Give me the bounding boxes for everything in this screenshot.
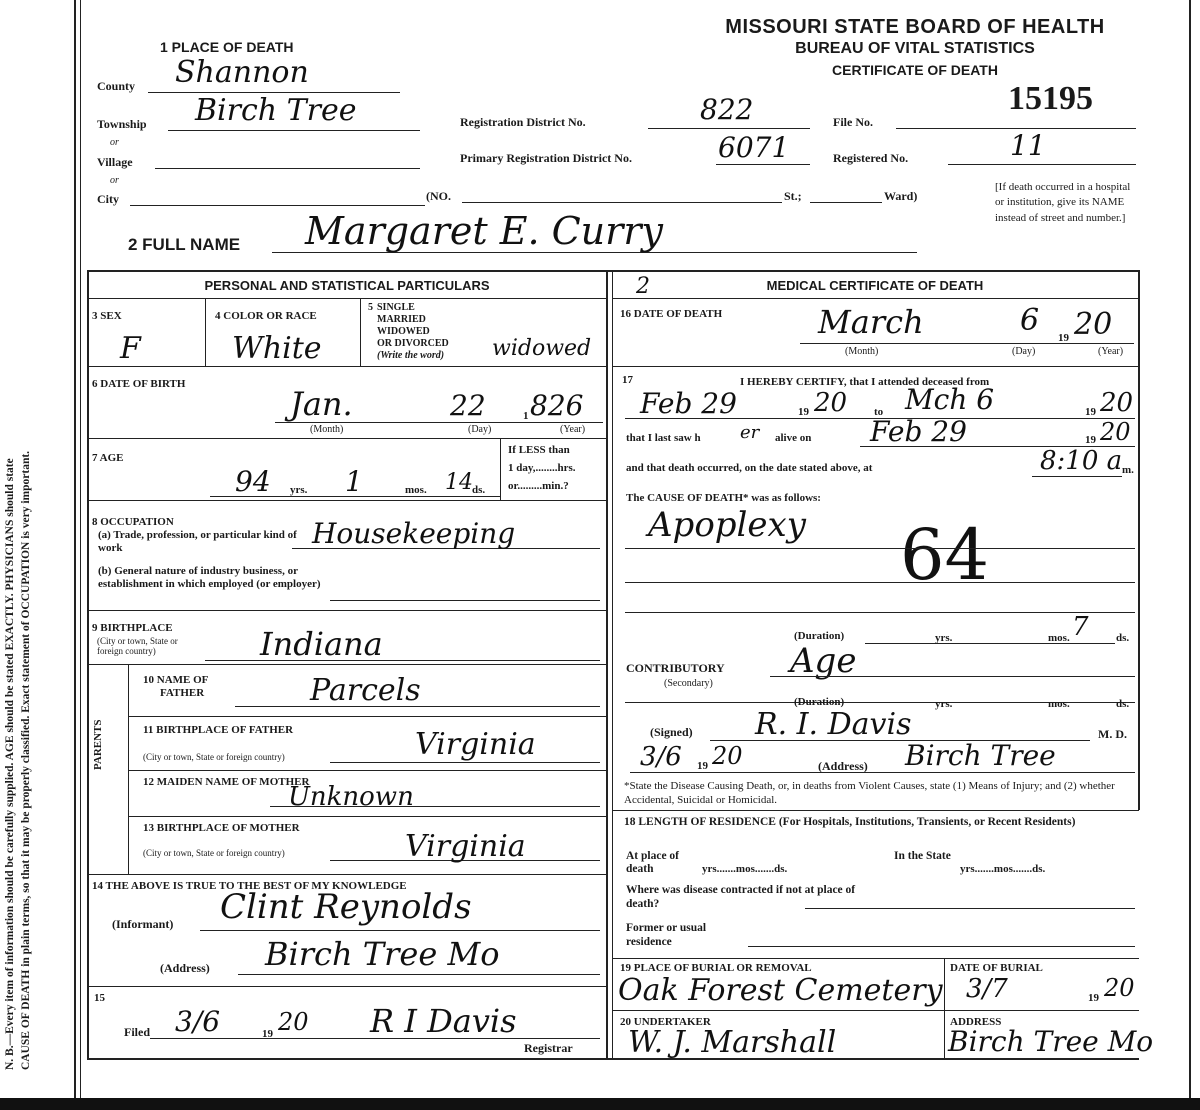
father-birthplace-value: Virginia <box>415 727 536 762</box>
attended-to: Mch 6 <box>905 383 995 416</box>
mother-birthplace-sub: (City or town, State or foreign country) <box>143 848 285 858</box>
bottom-scan-edge <box>0 1098 1200 1110</box>
burial-label: 19 PLACE OF BURIAL OR REMOVAL <box>620 962 812 974</box>
medical-section-num: 2 <box>636 274 650 299</box>
dod-day-caption: (Day) <box>1012 346 1036 357</box>
to-label: to <box>874 406 884 418</box>
father-birthplace-label: 11 BIRTHPLACE OF FATHER <box>143 724 294 736</box>
address-value: Birch Tree Mo <box>265 935 500 973</box>
occupation-a-label: (a) Trade, profession, or particular kind of work <box>98 529 297 554</box>
cause-code: 64 <box>900 514 990 596</box>
less-than-line3: or.........min.? <box>508 480 569 492</box>
dob-label: 6 DATE OF BIRTH <box>92 378 186 390</box>
dob-day-caption: (Day) <box>468 424 492 435</box>
at-place-units: yrs.......mos.......ds. <box>702 863 788 875</box>
duration-yrs: yrs. <box>935 632 953 644</box>
duration2-label: (Duration) <box>794 696 845 708</box>
undertaker-value: W. J. Marshall <box>628 1025 837 1060</box>
grid-top-rule <box>87 270 1139 272</box>
occupation-value: Housekeeping <box>312 517 516 550</box>
father-name-label-father: FATHER <box>160 687 205 699</box>
alive-on-label: alive on <box>775 432 812 444</box>
age-label: 7 AGE <box>92 452 124 464</box>
signed-year-prefix: 19 <box>697 760 708 772</box>
death-time-suffix: m. <box>1122 464 1134 476</box>
age-years: 94 <box>235 465 271 498</box>
in-state-units: yrs.......mos.......ds. <box>960 863 1046 875</box>
undertaker-address-label: ADDRESS <box>950 1016 1002 1028</box>
birthplace-value: Indiana <box>260 625 383 663</box>
burial-year-prefix: 19 <box>1088 992 1099 1004</box>
dob-year-prefix: 1 <box>523 410 529 422</box>
informant-heading: 14 THE ABOVE IS TRUE TO THE BEST OF MY KNOWLEDGE <box>92 880 407 892</box>
informant-value: Clint Reynolds <box>220 887 472 927</box>
attended-from-year-prefix: 19 <box>798 406 809 418</box>
dod-year-caption: (Year) <box>1098 346 1124 357</box>
secondary-label: (Secondary) <box>664 678 713 689</box>
dob-month-caption: (Month) <box>310 424 344 435</box>
county-label: County <box>97 79 136 93</box>
attended-to-year: 20 <box>1100 388 1134 418</box>
dod-label: 16 DATE OF DEATH <box>620 308 723 320</box>
state-disease-note: *State the Disease Causing Death, or, in deaths from Violent Causes, state (1) Means of Injury; and (2) whether Accidental, Suicidal or Homicidal. <box>624 780 1115 806</box>
signed-value: R. I. Davis <box>755 707 912 742</box>
filed-date: 3/6 <box>175 1005 221 1038</box>
informant-label: (Informant) <box>112 917 174 931</box>
attended-from-year: 20 <box>814 388 848 418</box>
registered-no-label: Registered No. <box>833 151 909 165</box>
duration2-yrs: yrs. <box>935 698 953 710</box>
right-margin-rule <box>1189 0 1191 1110</box>
duration2-mos: mos. <box>1048 698 1070 710</box>
marital-option-married: MARRIED <box>377 314 426 325</box>
dob-year: 826 <box>530 389 584 422</box>
occupation-label: 8 OCCUPATION <box>92 516 174 528</box>
registrar-signature: R I Davis <box>370 1002 517 1040</box>
occupation-b-label: (b) General nature of industry business, or establishment in which employed (or employer) <box>98 565 321 590</box>
dob-day: 22 <box>450 389 486 422</box>
filed-label: Filed <box>124 1025 150 1039</box>
full-name-label: 2 FULL NAME <box>128 235 241 254</box>
birthplace-sub: (City or town, State or foreign country) <box>97 636 178 657</box>
or-label-2: or <box>110 175 119 186</box>
less-than-line2: 1 day,........hrs. <box>508 462 576 474</box>
former-residence-label: Former or usual residence <box>626 922 707 949</box>
signed-address-label: (Address) <box>818 759 868 773</box>
hospital-note: [If death occurred in a hospital or institution, give its NAME instead of street and number.] <box>995 181 1131 224</box>
age-days: 14 <box>445 470 473 495</box>
sidebar-note <box>4 20 64 1070</box>
age-mos-label: mos. <box>405 484 427 496</box>
duration2-ds: ds. <box>1116 698 1130 710</box>
mother-birthplace-value: Virginia <box>405 829 526 864</box>
burial-date-label: DATE OF BURIAL <box>950 962 1043 974</box>
grid-left-rule <box>87 270 89 1060</box>
mother-name-label: 12 MAIDEN NAME OF MOTHER <box>143 776 310 788</box>
father-name-value: Parcels <box>310 673 421 708</box>
board-title: MISSOURI STATE BOARD OF HEALTH <box>725 16 1105 38</box>
certificate-title: CERTIFICATE OF DEATH <box>832 62 998 78</box>
last-saw-her: er <box>740 422 760 443</box>
registrar-label: Registrar <box>524 1041 573 1055</box>
signed-year: 20 <box>712 742 743 770</box>
bureau-title: BUREAU OF VITAL STATISTICS <box>795 40 1035 57</box>
village-label: Village <box>97 155 133 169</box>
mother-name-value: Unknown <box>288 782 414 812</box>
last-saw-date: Feb 29 <box>870 415 967 448</box>
duration-label: (Duration) <box>794 630 845 642</box>
street-no-label: (NO. <box>426 189 451 203</box>
filed-num: 15 <box>94 992 105 1004</box>
or-label-1: or <box>110 137 119 148</box>
township-value: Birch Tree <box>195 93 357 128</box>
address-label: (Address) <box>160 961 210 975</box>
dod-day: 6 <box>1020 303 1040 338</box>
marital-option-divorced: OR DIVORCED <box>377 338 449 349</box>
undertaker-address-value: Birch Tree Mo <box>948 1025 1154 1058</box>
cause-text: The CAUSE OF DEATH* was as follows: <box>626 492 821 504</box>
age-ds-label: ds. <box>472 484 486 496</box>
sidebar-note-line2: CAUSE OF DEATH in plain terms, so that it may be properly classified. Exact statement of OCCUPATION is very important. <box>20 450 32 1070</box>
grid-right-rule <box>1138 270 1140 810</box>
burial-value: Oak Forest Cemetery <box>618 973 943 1008</box>
duration-ds: ds. <box>1116 632 1130 644</box>
undertaker-label: 20 UNDERTAKER <box>620 1016 711 1028</box>
cause-value: Apoplexy <box>648 505 806 545</box>
dod-month-caption: (Month) <box>845 346 879 357</box>
at-place-label: At place of death <box>626 850 680 876</box>
left-margin-rule <box>74 0 76 1110</box>
marital-value: widowed <box>492 336 592 361</box>
attended-to-year-prefix: 19 <box>1085 406 1096 418</box>
certificate-number: 15195 <box>1008 80 1093 117</box>
left-margin-rule-inner <box>80 0 81 1110</box>
dod-year: 20 <box>1074 307 1113 342</box>
age-months: 1 <box>345 465 363 498</box>
marital-num: 5 <box>368 302 373 313</box>
dob-year-caption: (Year) <box>560 424 586 435</box>
primary-registration-label: Primary Registration District No. <box>460 151 632 165</box>
certify-num: 17 <box>622 374 633 386</box>
last-saw-year-prefix: 19 <box>1085 434 1096 446</box>
personal-heading: PERSONAL AND STATISTICAL PARTICULARS <box>204 278 490 293</box>
birthplace-label: 9 BIRTHPLACE <box>92 622 173 634</box>
medical-heading: MEDICAL CERTIFICATE OF DEATH <box>766 278 984 293</box>
grid-middle-rule-inner <box>612 270 613 1060</box>
burial-year: 20 <box>1104 974 1135 1002</box>
registration-district-value: 822 <box>700 93 754 126</box>
father-birthplace-sub: (City or town, State or foreign country) <box>143 752 285 762</box>
certify-text: I HEREBY CERTIFY, that I attended deceased from <box>740 376 990 388</box>
md-label: M. D. <box>1098 727 1127 741</box>
dod-month: March <box>818 303 924 341</box>
last-saw-year: 20 <box>1100 418 1131 446</box>
registration-district-label: Registration District No. <box>460 115 586 129</box>
grid-middle-rule <box>606 270 608 1060</box>
grid-bottom-rule <box>87 1058 1139 1060</box>
in-state-label: In the State <box>894 850 951 862</box>
residence-label: 18 LENGTH OF RESIDENCE (For Hospitals, Institutions, Transients, or Recent Residents) <box>624 816 1076 828</box>
full-name-value: Margaret E. Curry <box>305 209 663 253</box>
marital-write-note: (Write the word) <box>377 350 445 361</box>
less-than-line1: If LESS than <box>508 444 570 456</box>
marital-option-widowed: WIDOWED <box>377 326 430 337</box>
filed-year: 20 <box>278 1008 309 1036</box>
race-label: 4 COLOR OR RACE <box>215 310 317 322</box>
dod-year-prefix: 19 <box>1058 332 1069 344</box>
registered-no-value: 11 <box>1010 129 1046 162</box>
sex-label: 3 SEX <box>92 310 122 322</box>
contributory-label: CONTRIBUTORY <box>626 661 725 675</box>
attended-from: Feb 29 <box>640 387 737 420</box>
dob-month: Jan. <box>290 385 353 423</box>
contributory-value: Age <box>790 641 857 681</box>
race-value: White <box>232 331 322 366</box>
marital-option-single: SINGLE <box>377 302 415 313</box>
street-label: St.; <box>784 189 802 203</box>
place-of-death-heading: 1 PLACE OF DEATH <box>160 39 294 55</box>
city-label: City <box>97 192 119 206</box>
contracted-label: Where was disease contracted if not at place of death? <box>626 884 856 911</box>
signed-date: 3/6 <box>640 742 682 772</box>
duration-mos: mos. <box>1048 632 1070 644</box>
signed-label: (Signed) <box>650 725 693 739</box>
file-no-label: File No. <box>833 115 873 129</box>
ward-label: Ward) <box>884 189 918 203</box>
father-name-label-num: 10 NAME OF <box>143 674 209 686</box>
age-yrs-label: yrs. <box>290 484 308 496</box>
mother-birthplace-label: 13 BIRTHPLACE OF MOTHER <box>143 822 300 834</box>
county-value: Shannon <box>175 55 309 90</box>
last-saw-text: that I last saw h <box>626 432 701 444</box>
duration-days-value: 7 <box>1072 612 1089 642</box>
death-time: 8:10 a <box>1040 446 1123 476</box>
death-occurred-text: and that death occurred, on the date stated above, at <box>626 462 873 474</box>
filed-year-prefix: 19 <box>262 1028 273 1040</box>
parents-label: PARENTS <box>92 719 104 770</box>
township-label: Township <box>97 117 147 131</box>
sidebar-note-line1: N. B.—Every item of information should be carefully supplied. AGE should be stated EXACTLY. PHYSICIANS should state <box>4 458 16 1070</box>
sex-value: F <box>120 331 141 366</box>
primary-registration-value: 6071 <box>718 131 790 164</box>
signed-address-value: Birch Tree <box>905 739 1056 772</box>
burial-date: 3/7 <box>966 974 1008 1004</box>
